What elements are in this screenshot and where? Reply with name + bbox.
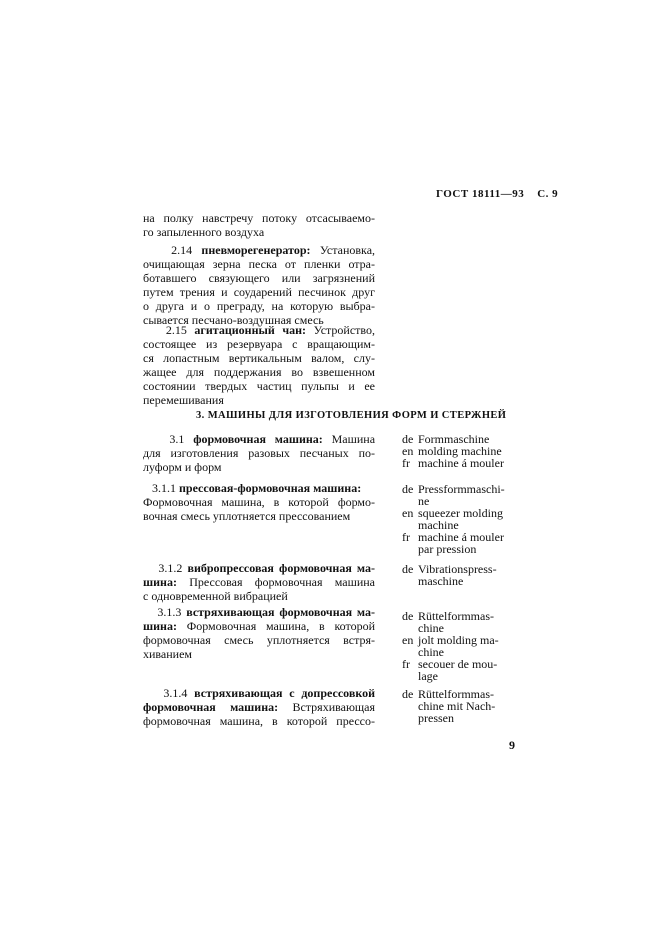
text-line: сывается песчано-воздушная смесь (143, 313, 324, 327)
entry-first-line (143, 686, 375, 700)
text-line: о друга и о преграду, на которую выбра- (143, 299, 375, 313)
entry-first-line (143, 243, 375, 257)
entry-term: встряхивающая с допрессовкой (194, 686, 375, 700)
entry-first-line (143, 432, 375, 446)
translations-3-1-2 (402, 563, 497, 587)
entry-number: 3.1.1 (152, 481, 176, 495)
entry-first-line (143, 561, 375, 575)
entry-term: формовочная машина: (193, 432, 323, 446)
translation-text: squeezer molding (418, 506, 503, 520)
language-code: en (402, 444, 414, 458)
entry-number: 3.1.3 (157, 605, 182, 619)
entry-text: Машина (331, 432, 376, 446)
entry-term-continued: шина: (143, 575, 177, 589)
translation-text: chine mit Nach- (418, 699, 496, 713)
text-line: луформ и форм (143, 460, 222, 474)
entry-first-line (143, 481, 375, 495)
translation-text: Rüttelformmas- (418, 687, 494, 701)
entry-term: пневморегенератор: (201, 243, 311, 257)
text-line: вочная смесь уплотняется прессованием (143, 509, 351, 523)
language-code: en (402, 506, 414, 520)
translation-text: secouer de mou- (418, 657, 498, 671)
entry-second-line (143, 619, 375, 633)
translation-text: molding machine (418, 444, 502, 458)
running-header (436, 188, 558, 200)
entry-term-continued: шина: (143, 619, 177, 633)
translation-text: jolt molding ma- (418, 633, 499, 647)
language-code: de (402, 482, 414, 496)
translation-text: maschine (418, 574, 464, 588)
page-number: 9 (509, 738, 515, 752)
entry-3-1-1 (143, 481, 375, 523)
translations-3-1 (402, 433, 504, 469)
entry-text: Установка, (319, 243, 376, 257)
entry-text: Устройство, (313, 323, 376, 337)
translation-text: machine (418, 518, 459, 532)
entry-first-line (143, 605, 375, 619)
text-line: формовочная смесь уплотняется встря- (143, 633, 375, 647)
text-line: перемешивания (143, 393, 224, 407)
entry-first-line (143, 323, 375, 337)
translation-text: Formmaschine (418, 432, 490, 446)
entry-3-1-3 (143, 605, 375, 661)
entry-3-1 (143, 432, 375, 474)
text-line: очищающая зерна песка от пленки отра- (143, 257, 375, 271)
text-line: для изготовления разовых песчаных по- (143, 446, 375, 460)
text-line: с одновременной вибрацией (143, 589, 288, 603)
translation-text: Rüttelformmas- (418, 609, 494, 623)
translation-row (402, 712, 495, 724)
translation-row (402, 634, 499, 646)
language-code: de (402, 687, 414, 701)
translations-3-1-1 (402, 483, 505, 555)
translations-3-1-4 (402, 688, 495, 724)
language-code: de (402, 609, 414, 623)
entry-text: Формовочная машина, в которой (186, 619, 376, 633)
entry-second-line (143, 700, 375, 714)
entry-number: 2.14 (171, 243, 193, 257)
text-line: на полку навстречу потоку отсасываемо- (143, 211, 375, 225)
entry-term: прессовая-формовочная машина: (179, 481, 362, 495)
language-code: fr (402, 530, 410, 544)
translation-text: lage (418, 669, 438, 683)
entry-text: Прессовая формовочная машина (189, 575, 376, 589)
translation-row (402, 670, 499, 682)
entry-number: 2.15 (165, 323, 187, 337)
entry-2-14 (143, 243, 375, 327)
header-page-ref: С. 9 (537, 188, 559, 200)
translation-text: chine (418, 621, 444, 635)
entry-number: 3.1.2 (158, 561, 183, 575)
language-code: fr (402, 657, 410, 671)
text-line: Формовочная машина, в которой формо- (143, 495, 375, 509)
translation-row (402, 610, 499, 622)
translation-row (402, 543, 505, 555)
text-line: путем трения и соударений песчинок друг (143, 285, 375, 299)
entry-number: 3.1.4 (163, 686, 188, 700)
entry-term: вибропрессовая формовочная ма- (187, 561, 376, 575)
entry-text: Встряхивающая (292, 700, 375, 714)
translation-row (402, 658, 499, 670)
translation-text: par pression (418, 542, 477, 556)
text-line: формовочная машина, в которой прессо- (143, 714, 375, 728)
entry-3-1-4 (143, 686, 375, 728)
entry-term-continued: формовочная машина: (143, 700, 279, 714)
entry-term: агитационный чан: (194, 323, 307, 337)
language-code: de (402, 562, 414, 576)
translation-text: Pressformmaschi- (418, 482, 505, 496)
translation-text: chine (418, 645, 444, 659)
section-title: 3. МАШИНЫ ДЛЯ ИЗГОТОВЛЕНИЯ ФОРМ И СТЕРЖНЕЙ (196, 410, 507, 421)
translation-text: pressen (418, 711, 454, 725)
entry-term: встряхивающая формовочная ма- (186, 605, 375, 619)
translation-text: machine á mouler (418, 530, 504, 544)
language-code: en (402, 633, 414, 647)
entry-3-1-2 (143, 561, 375, 603)
language-code: de (402, 432, 414, 446)
translations-3-1-3 (402, 610, 499, 682)
entry-number: 3.1 (169, 432, 185, 446)
text-line: жащее для поддержания во взвешенном (143, 365, 375, 379)
text-line: ся лопастным вертикальным валом, слу- (143, 351, 375, 365)
entry-2-15 (143, 323, 375, 407)
translation-row (402, 575, 497, 587)
entry-second-line (143, 575, 375, 589)
continuation-paragraph (143, 211, 375, 239)
text-line: ботавшего связующего или загрязнений (143, 271, 375, 285)
translation-row (402, 457, 504, 469)
text-line: хиванием (143, 647, 193, 661)
language-code: fr (402, 456, 410, 470)
translation-text: machine á mouler (418, 456, 504, 470)
text-line: состоянии твердых частиц пульпы и ее (143, 379, 375, 393)
text-line: го запыленного воздуха (143, 225, 265, 239)
translation-text: Vibrationspress- (418, 562, 497, 576)
translation-text: ne (418, 494, 430, 508)
header-standard: ГОСТ 18111—93 (436, 188, 525, 200)
text-line: состоящее из резервуара с вращающим- (143, 337, 375, 351)
